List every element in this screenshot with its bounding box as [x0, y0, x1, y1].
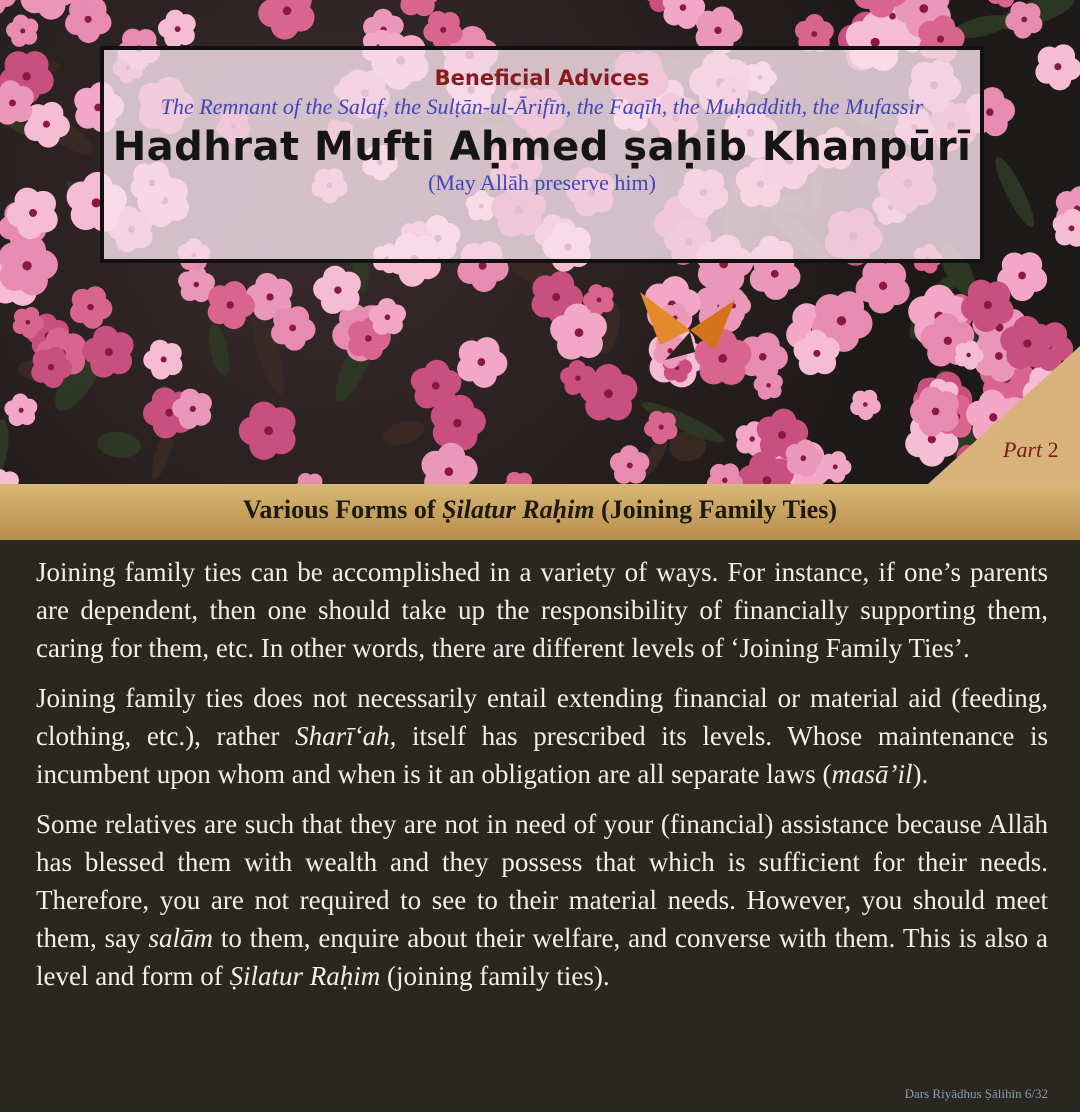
- p3-text-a: Some relatives are such that they are not in need of your (financial) assistance because Allāh has blessed them with wealth and they possess that which is sufficient for their needs. Therefore, you are not required to see to their material needs. However, you should meet them, say: [36, 809, 1048, 953]
- part-label: [1003, 437, 1059, 463]
- part-word: Part: [1003, 437, 1043, 462]
- paragraph-3: [36, 805, 1048, 995]
- section-title-italic: Ṣilatur Raḥim: [442, 495, 595, 524]
- p3-term-salam: salām: [148, 923, 214, 953]
- p3-term-silatur-rahim: Ṣilatur Raḥim: [229, 961, 381, 991]
- author-name: Hadhrat Mufti Aḥmed ṣaḥib Khanpūrī: [112, 124, 972, 170]
- article-body: [36, 553, 1048, 1007]
- part-number: 2: [1047, 437, 1059, 462]
- source-reference: Dars Riyādhus Ṣālihīn 6/32: [904, 1086, 1048, 1101]
- series-title: Beneficial Advices: [434, 66, 650, 90]
- section-heading-band: [0, 484, 1080, 540]
- p3-text-c: to them, enquire about their welfare, and converse with them. This is also a level and form of: [36, 923, 1048, 991]
- honorific-line: The Remnant of the Salaf, the Sulṭān-ul-Ārifīn, the Faqīh, the Muḥaddith, the Mufassir: [160, 94, 924, 119]
- section-title-start: Various Forms of: [242, 495, 443, 524]
- p2-term-shariah: Sharī‘ah,: [295, 721, 397, 751]
- paragraph-1: Joining family ties can be accomplished in a variety of ways. For instance, if one’s parents are dependent, then one should take up the responsibility of financially supporting them, caring for them, etc. In other words, there are different levels of ‘Joining Family Ties’.: [36, 557, 1048, 663]
- section-title: [0, 495, 1080, 525]
- p2-term-masail: masā’il: [831, 759, 913, 789]
- p3-text-e: (joining family ties).: [380, 961, 610, 991]
- section-title-end: (Joining Family Ties): [594, 495, 838, 524]
- dua-line: (May Allāh preserve him): [428, 170, 656, 195]
- part-tab: [0, 0, 1080, 484]
- p2-text-c: itself has prescribed its levels. Whose maintenance is incumbent upon whom and when is it an obligation are all separate laws (: [36, 721, 1048, 789]
- paragraph-2: [36, 679, 1048, 793]
- p2-text-e: ).: [912, 759, 929, 789]
- p2-text-a: Joining family ties does not necessarily entail extending financial or material aid (feeding, clothing, etc.), rather: [36, 683, 1048, 751]
